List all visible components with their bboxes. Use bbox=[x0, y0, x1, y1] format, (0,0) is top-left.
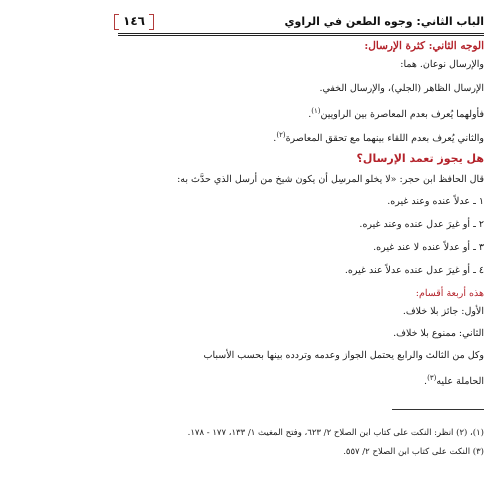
section-heading: الوجه الثاني: كثرة الإرسال: bbox=[364, 40, 484, 52]
paragraph: والإرسال نوعان. هما: bbox=[400, 59, 484, 70]
question-heading: هل يجوز تعمد الإرسال؟ bbox=[356, 152, 484, 165]
body-text bbox=[118, 0, 484, 500]
list-item: ٢ ـ أو غيرَ عدل عنده وعند غيره. bbox=[359, 219, 484, 230]
sub-heading: هذه أربعة أقسام: bbox=[415, 288, 484, 299]
paragraph: الحاملة عليه$^{(٣)}$. bbox=[424, 374, 484, 387]
list-item: ٣ ـ أو عدلاً عنده لا عند غيره. bbox=[373, 242, 484, 253]
paragraph: وكل من الثالث والرابع يحتمل الجواز وعدمه وتردده بينها بحسب الأسباب bbox=[203, 350, 484, 361]
paragraph: والثاني يُعرف بعدم اللقاء بينهما مع تحقق المعاصرة$^{(٢)}$. bbox=[273, 131, 484, 144]
page-number: ١٤٦ bbox=[118, 13, 150, 29]
footnote-ref: (٣) bbox=[427, 374, 437, 382]
footnote-rule bbox=[392, 409, 484, 410]
list-item: ٤ ـ أو غيرَ عدل عنده عدلاً عند غيره. bbox=[344, 265, 484, 276]
footnote: (١)، (٢) انظر: النكت على كتاب ابن الصلاح ٢/ ٦٢٣، وفتح المغيث ١/ ١٣٣، ١٧٧ - ١٧٨. bbox=[187, 428, 484, 438]
paragraph: فأولهما يُعرف بعدم المعاصرة بين الراويين$^{(١)}$. bbox=[308, 107, 484, 120]
list-item: ١ ـ عدلاً عنده وعند غيره. bbox=[387, 196, 484, 207]
paragraph: الإرسال الظاهر (الجلي)، والإرسال الخفي. bbox=[319, 83, 484, 94]
footnote-ref: (٢) bbox=[276, 131, 286, 139]
paragraph: قال الحافظ ابن حجر: «لا يخلو المرسِل أن يكون شيخ من أرسل الذي حدَّث به: bbox=[177, 174, 484, 185]
footnote-ref: (١) bbox=[311, 107, 321, 115]
paragraph: الثاني: ممنوع بلا خلاف. bbox=[393, 328, 484, 339]
header-title: الباب الثاني: وجوه الطعن في الراوي bbox=[284, 14, 484, 28]
footnote: (٣) النكت على كتاب ابن الصلاح ٢/ ٥٥٧. bbox=[343, 447, 484, 457]
paragraph: الأول: جائز بلا خلاف. bbox=[402, 306, 484, 317]
